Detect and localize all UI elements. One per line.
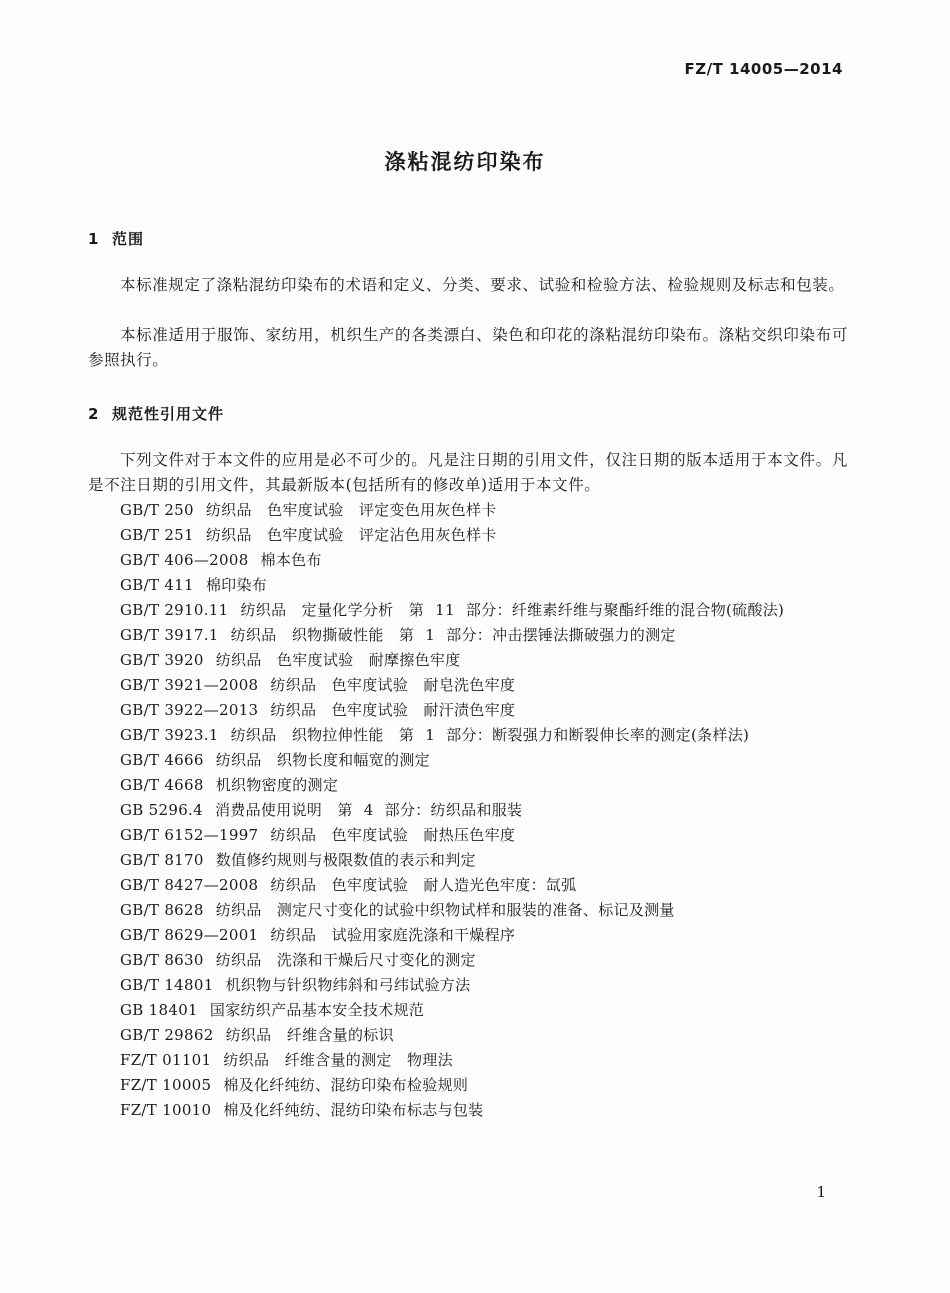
reference-code: GB/T 250: [120, 501, 194, 519]
scope-paragraph-2: 本标准适用于服饰、家纺用，机织生产的各类漂白、染色和印花的涤粘混纺印染布。涤粘交织印染布可参照执行。: [88, 326, 848, 369]
reference-title: 纺织品 试验用家庭洗涤和干燥程序: [270, 926, 516, 944]
document-title: 涤粘混纺印染布: [384, 150, 546, 174]
reference-code: GB/T 8630: [120, 951, 204, 969]
section-heading-normative-references: [88, 403, 224, 424]
reference-item: [120, 1098, 784, 1123]
reference-item: [120, 948, 784, 973]
reference-code: FZ/T 01101: [120, 1051, 212, 1069]
reference-list: [120, 498, 784, 1123]
reference-code: GB/T 8629—2001: [120, 926, 259, 944]
page-number: 1: [816, 1183, 826, 1201]
reference-code: GB/T 3920: [120, 651, 204, 669]
reference-item: [120, 773, 784, 798]
reference-code: GB/T 6152—1997: [120, 826, 259, 844]
reference-code: GB/T 3917.1: [120, 626, 219, 644]
reference-item: [120, 573, 784, 598]
reference-title: 纺织品 织物拉伸性能 第 1 部分：断裂强力和断裂伸长率的测定(条样法): [230, 726, 750, 744]
reference-item: [120, 673, 784, 698]
section-title: 范围: [112, 230, 145, 248]
reference-item: [120, 798, 784, 823]
reference-code: GB/T 8170: [120, 851, 204, 869]
reference-item: [120, 973, 784, 998]
reference-item: [120, 723, 784, 748]
reference-item: [120, 898, 784, 923]
reference-item: [120, 873, 784, 898]
standard-code: FZ/T 14005—2014: [684, 60, 843, 78]
reference-title: 棉及化纤纯纺、混纺印染布标志与包装: [223, 1101, 484, 1119]
reference-title: 纺织品 色牢度试验 耐皂洗色牢度: [270, 676, 516, 694]
reference-code: GB/T 3921—2008: [120, 676, 259, 694]
reference-title: 纺织品 色牢度试验 耐汗渍色牢度: [270, 701, 516, 719]
reference-title: 纺织品 色牢度试验 评定沾色用灰色样卡: [205, 526, 497, 544]
reference-code: GB/T 29862: [120, 1026, 214, 1044]
reference-title: 棉及化纤纯纺、混纺印染布检验规则: [223, 1076, 469, 1094]
section-title: 规范性引用文件: [112, 405, 225, 423]
reference-title: 国家纺织产品基本安全技术规范: [209, 1001, 425, 1019]
reference-code: GB/T 2910.11: [120, 601, 229, 619]
reference-item: [120, 548, 784, 573]
reference-code: GB/T 251: [120, 526, 194, 544]
reference-title: 纺织品 纤维含量的标识: [225, 1026, 394, 1044]
section-number: 1: [88, 230, 100, 248]
reference-title: 纺织品 色牢度试验 耐摩擦色牢度: [215, 651, 461, 669]
reference-title: 纺织品 洗涤和干燥后尺寸变化的测定: [215, 951, 476, 969]
reference-item: [120, 1023, 784, 1048]
reference-code: GB/T 8628: [120, 901, 204, 919]
reference-code: GB/T 3922—2013: [120, 701, 259, 719]
reference-title: 纺织品 色牢度试验 耐人造光色牢度：氙弧: [270, 876, 577, 894]
reference-item: [120, 648, 784, 673]
reference-title: 数值修约规则与极限数值的表示和判定: [215, 851, 476, 869]
reference-title: 纺织品 纤维含量的测定 物理法: [223, 1051, 453, 1069]
reference-title: 纺织品 测定尺寸变化的试验中织物试样和服装的准备、标记及测量: [215, 901, 675, 919]
reference-item: [120, 523, 784, 548]
reference-title: 棉本色布: [260, 551, 322, 569]
reference-code: FZ/T 10005: [120, 1076, 212, 1094]
section-number: 2: [88, 405, 100, 423]
reference-code: GB/T 8427—2008: [120, 876, 259, 894]
reference-item: [120, 498, 784, 523]
reference-code: FZ/T 10010: [120, 1101, 212, 1119]
reference-code: GB/T 411: [120, 576, 194, 594]
reference-item: [120, 923, 784, 948]
reference-code: GB 18401: [120, 1001, 198, 1019]
reference-item: [120, 823, 784, 848]
reference-title: 纺织品 色牢度试验 耐热压色牢度: [270, 826, 516, 844]
reference-title: 消费品使用说明 第 4 部分：纺织品和服装: [214, 801, 523, 819]
reference-item: [120, 848, 784, 873]
reference-code: GB/T 4668: [120, 776, 204, 794]
reference-item: [120, 623, 784, 648]
reference-title: 纺织品 定量化学分析 第 11 部分：纤维素纤维与聚酯纤维的混合物(硫酸法): [240, 601, 785, 619]
reference-title: 棉印染布: [205, 576, 268, 594]
reference-code: GB/T 3923.1: [120, 726, 219, 744]
reference-item: [120, 1048, 784, 1073]
references-intro-paragraph: 下列文件对于本文件的应用是必不可少的。凡是注日期的引用文件，仅注日期的版本适用于本文件。凡是不注日期的引用文件，其最新版本(包括所有的修改单)适用于本文件。: [88, 451, 848, 494]
reference-code: GB 5296.4: [120, 801, 203, 819]
reference-item: [120, 998, 784, 1023]
reference-code: GB/T 406—2008: [120, 551, 249, 569]
reference-item: [120, 698, 784, 723]
reference-item: [120, 748, 784, 773]
scope-paragraph-1: 本标准规定了涤粘混纺印染布的术语和定义、分类、要求、试验和检验方法、检验规则及标志和包装。: [120, 276, 845, 294]
reference-title: 纺织品 色牢度试验 评定变色用灰色样卡: [205, 501, 497, 519]
section-heading-scope: [88, 228, 144, 249]
reference-title: 机织物与针织物纬斜和弓纬试验方法: [225, 976, 471, 994]
reference-item: [120, 1073, 784, 1098]
reference-item: [120, 598, 784, 623]
reference-title: 机织物密度的测定: [215, 776, 339, 794]
reference-code: GB/T 4666: [120, 751, 204, 769]
reference-title: 纺织品 织物撕破性能 第 1 部分：冲击摆锤法撕破强力的测定: [230, 626, 676, 644]
reference-title: 纺织品 织物长度和幅宽的测定: [215, 751, 430, 769]
reference-code: GB/T 14801: [120, 976, 214, 994]
